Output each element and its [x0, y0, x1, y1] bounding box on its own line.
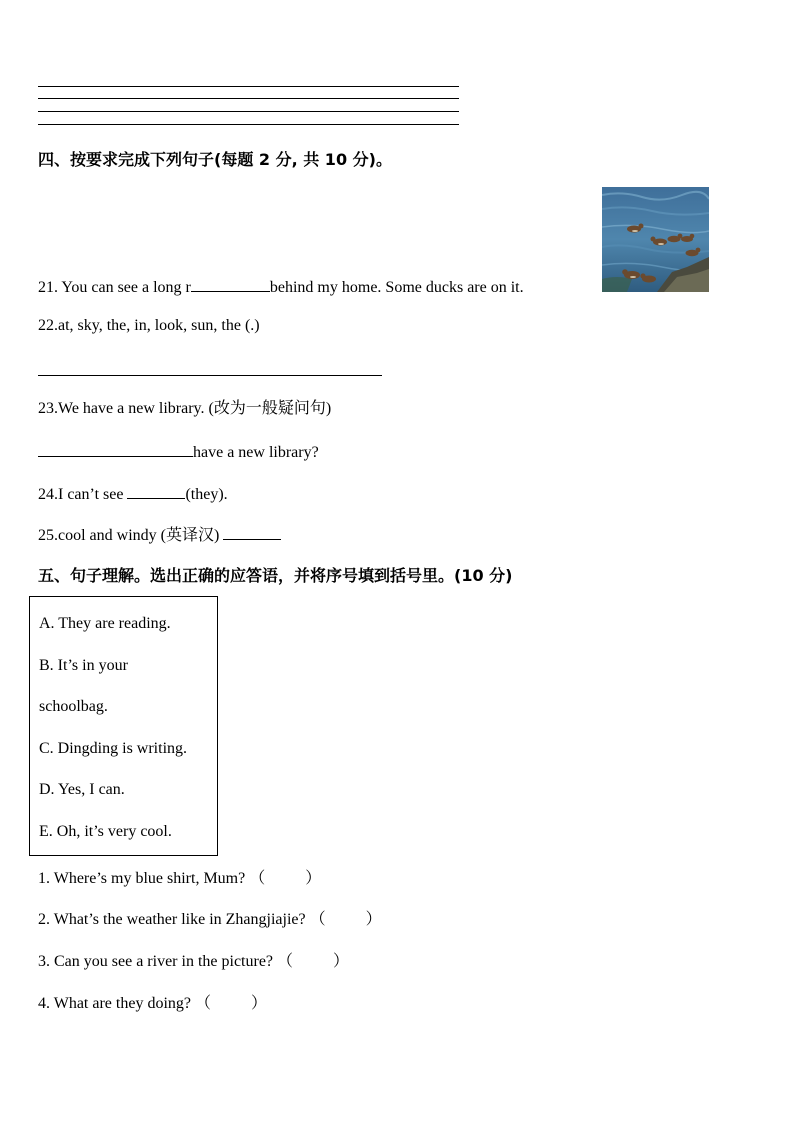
matching-question-3-text: 3. Can you see a river in the picture? — [38, 953, 274, 970]
matching-question-2-answer-brackets[interactable]: （ ） — [309, 911, 382, 928]
section-5-heading: 五、句子理解。选出正确的应答语，并将序号填到括号里。(10 分) — [38, 566, 513, 585]
question-22-answer-line[interactable] — [38, 375, 382, 376]
matching-question-2 — [38, 910, 382, 930]
question-23-answer-text: have a new library? — [193, 444, 319, 461]
matching-question-1-answer-brackets[interactable]: （ ） — [249, 870, 322, 887]
answer-line-3 — [38, 111, 459, 112]
matching-question-4 — [38, 994, 267, 1014]
question-22: 22.at, sky, the, in, look, sun, the (.) — [38, 317, 260, 334]
answer-line-4 — [38, 124, 459, 125]
question-24-after: (they). — [185, 486, 228, 503]
matching-question-2-text: 2. What’s the weather like in Zhangjiajie? — [38, 911, 306, 928]
question-21-before: 21. You can see a long r — [38, 279, 191, 296]
answer-line-2 — [38, 98, 459, 99]
question-21-blank[interactable] — [191, 276, 270, 292]
question-25-before: 25.cool and windy (英译汉) — [38, 527, 224, 544]
question-21-after: behind my home. Some ducks are on it. — [269, 279, 524, 296]
matching-question-1 — [38, 869, 321, 889]
section-4-heading: 四、按要求完成下列句子(每题 2 分, 共 10 分)。 — [38, 150, 392, 169]
question-23: 23.We have a new library. (改为一般疑问句) — [38, 400, 332, 417]
ducks-on-river-photo — [602, 187, 709, 292]
question-23-answer — [38, 441, 319, 463]
option-b: B. It’s in your — [39, 657, 128, 674]
matching-question-1-text: 1. Where’s my blue shirt, Mum? — [38, 870, 246, 887]
option-b-continued: schoolbag. — [39, 698, 108, 715]
matching-question-4-text: 4. What are they doing? — [38, 995, 191, 1012]
question-23-blank[interactable] — [38, 441, 193, 457]
option-d: D. Yes, I can. — [39, 781, 125, 798]
question-25 — [38, 524, 281, 546]
options-box — [29, 596, 218, 856]
answer-line-1 — [38, 86, 459, 87]
matching-question-3-answer-brackets[interactable]: （ ） — [277, 953, 350, 970]
question-24-blank[interactable] — [127, 483, 185, 499]
matching-question-3 — [38, 952, 349, 972]
option-e: E. Oh, it’s very cool. — [39, 823, 172, 840]
question-24 — [38, 483, 228, 505]
option-c: C. Dingding is writing. — [39, 740, 188, 757]
option-a: A. They are reading. — [39, 615, 171, 632]
question-25-blank[interactable] — [223, 524, 281, 540]
matching-question-4-answer-brackets[interactable]: （ ） — [194, 995, 267, 1012]
question-24-before: 24.I can’t see — [38, 486, 128, 503]
question-21 — [38, 276, 524, 298]
